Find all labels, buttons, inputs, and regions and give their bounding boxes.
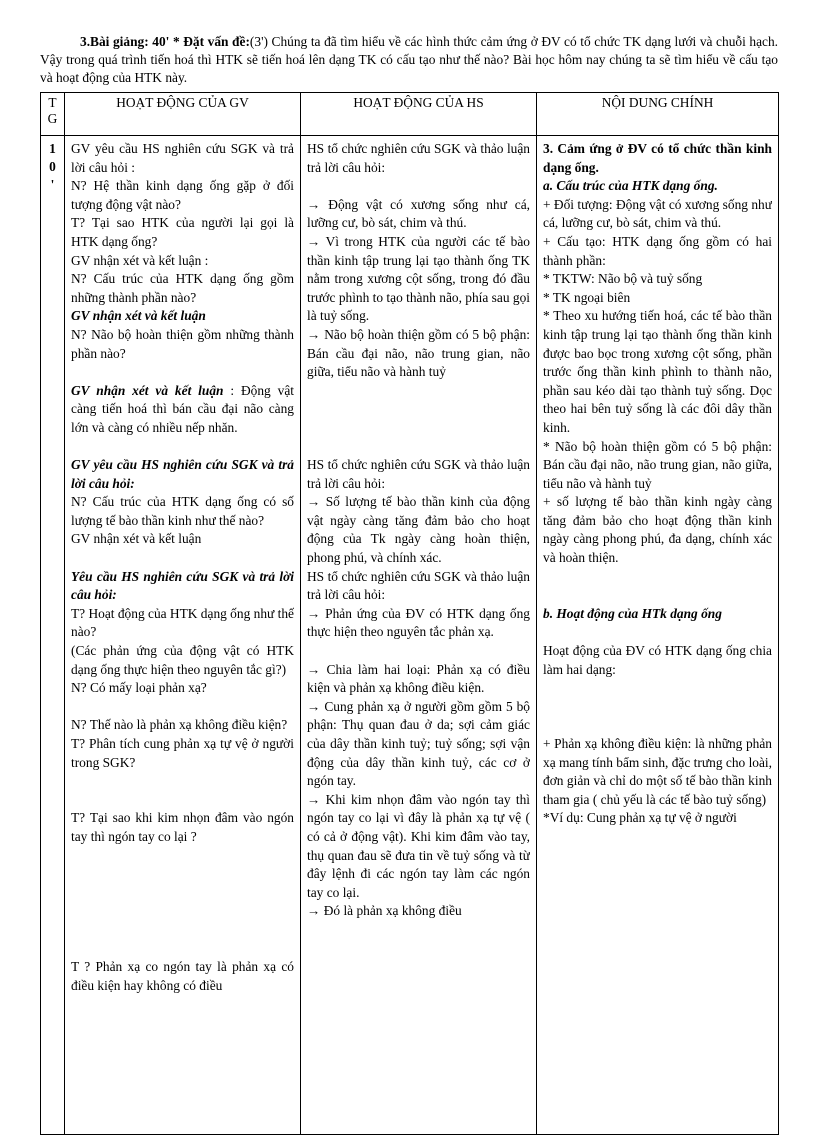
text-line bbox=[71, 270, 294, 307]
student-activity-cell bbox=[301, 136, 537, 1135]
text-span: : Động vật càng tiến hoá thì bán cầu đại não càng lớn và càng có nhiều nếp nhăn. bbox=[71, 382, 294, 435]
text-line bbox=[543, 698, 772, 717]
text-line bbox=[307, 196, 530, 233]
text-line bbox=[543, 438, 772, 494]
text-line bbox=[543, 177, 772, 196]
text-line bbox=[543, 679, 772, 698]
text-span: → Não bộ hoàn thiện gồm có 5 bộ phận: Bán cầu đại não, não trung gian, não giữa, tiểu não và hành tuỷ bbox=[307, 326, 530, 380]
text-line bbox=[543, 623, 772, 642]
intro-heading: 3.Bài giảng: 40' * Đặt vấn đề: bbox=[80, 34, 250, 49]
text-span: 3. Cảm ứng ở ĐV có tổ chức thần kinh dạng ống. bbox=[543, 141, 772, 175]
text-line bbox=[71, 363, 294, 382]
text-span: N? Não bộ hoàn thiện gồm những thành phần nào? bbox=[71, 326, 294, 361]
text-line bbox=[71, 326, 294, 363]
text-line bbox=[71, 735, 294, 772]
text-span: a. Cấu trúc của HTK dạng ống. bbox=[543, 178, 718, 194]
text-span: → Đó là phản xạ không điều bbox=[307, 903, 462, 919]
text-line bbox=[71, 679, 294, 698]
text-span: → Số lượng tế bào thần kinh của động vật ngày càng tăng đảm bảo cho hoạt động của Tk ngày càng hoàn thiện, phong phú, và chính xác. bbox=[307, 494, 530, 566]
text-line bbox=[71, 438, 294, 457]
text-line bbox=[71, 530, 294, 549]
text-line bbox=[543, 605, 772, 624]
text-line bbox=[307, 140, 530, 177]
text-line bbox=[71, 921, 294, 940]
time-cell bbox=[41, 136, 65, 1135]
text-line bbox=[307, 233, 530, 326]
text-line bbox=[543, 140, 772, 177]
intro-paragraph bbox=[40, 33, 778, 87]
text-span: GV nhận xét và kết luận bbox=[71, 308, 206, 324]
text-span: GV yêu cầu HS nghiên cứu SGK và trả lời câu hỏi: bbox=[71, 457, 294, 491]
text-line bbox=[307, 419, 530, 438]
header-main-content: NỘI DUNG CHÍNH bbox=[537, 93, 779, 136]
teacher-activity-text bbox=[71, 140, 294, 1130]
text-span: → Động vật có xương sống như cá, lưỡng cư, bò sát, chim và thú. bbox=[307, 196, 530, 231]
text-line bbox=[543, 809, 772, 828]
table-row bbox=[41, 136, 779, 1135]
lesson-table bbox=[40, 92, 779, 1135]
text-line bbox=[543, 196, 772, 233]
text-span: (Các phản ứng của động vật có HTK dạng ống thực hiện theo nguyên tắc gì?) bbox=[71, 643, 294, 677]
header-time: T G bbox=[41, 93, 65, 136]
text-span: N? Có mấy loại phản xạ? bbox=[71, 680, 207, 696]
text-span: T? Tại sao khi kim nhọn đâm vào ngón tay thì ngón tay co lại ? bbox=[71, 810, 294, 844]
text-span: N? Cấu trúc của HTK dạng ống có số lượng tế bào thần kinh như thế nào? bbox=[71, 494, 294, 528]
text-line bbox=[307, 326, 530, 382]
text-line bbox=[543, 289, 772, 308]
student-activity-text bbox=[307, 140, 530, 1130]
text-line bbox=[71, 456, 294, 493]
text-line bbox=[543, 716, 772, 735]
text-line bbox=[307, 568, 530, 605]
text-span: N? Cấu trúc của HTK dạng ống gồm những thành phần nào? bbox=[71, 271, 294, 305]
text-line bbox=[71, 549, 294, 568]
text-line bbox=[71, 307, 294, 326]
text-span: HS tổ chức nghiên cứu SGK và thảo luận trả lời câu hỏi: bbox=[307, 568, 530, 603]
text-line bbox=[307, 791, 530, 903]
text-span: GV nhận xét và kết luận : bbox=[71, 252, 209, 268]
text-line bbox=[71, 884, 294, 903]
text-span: N? Thế nào là phản xạ không điều kiện? bbox=[71, 717, 288, 733]
text-span: GV nhận xét và kết luận bbox=[71, 382, 224, 398]
text-line bbox=[71, 493, 294, 530]
text-span: * Theo xu hướng tiến hoá, các tế bào thần kinh tập trung lại tạo thành ống thần kinh được bao bọc trong xương cột sống, phần trước ống thần kinh phình to thành não, phần sau kéo dài tạo thành tuỷ sống. Dọc theo hai bên tuỷ sống là các đôi dây thần kinh. bbox=[543, 308, 772, 435]
text-span: Hoạt động của ĐV có HTK dạng ống chia làm hai dạng: bbox=[543, 643, 772, 677]
text-line bbox=[71, 809, 294, 846]
text-line bbox=[543, 493, 772, 567]
text-line bbox=[307, 438, 530, 457]
text-line bbox=[543, 735, 772, 809]
text-line bbox=[71, 902, 294, 921]
text-span: + số lượng tế bào thần kinh ngày càng tăng đảm bảo cho hoạt động thần kinh ngày càng phong phú, đa dạng, chính xác và hoàn thiện. bbox=[543, 494, 772, 566]
text-line bbox=[71, 568, 294, 605]
text-line bbox=[71, 642, 294, 679]
text-line bbox=[71, 252, 294, 271]
text-span: * Não bộ hoàn thiện gồm có 5 bộ phận: Bán cầu đại não, não trung gian, não giữa, tiểu não và hành tuỷ bbox=[543, 438, 772, 491]
text-span: → Khi kim nhọn đâm vào ngón tay thì ngón tay co lại vì đây là phản xạ tự vệ ( có cả ở động vật). Khi kim đâm vào tay, thụ quan đau sẽ đưa tin về tuỷ sống và từ đây lệnh đi các ngón tay làm các ngón tay co lại. bbox=[307, 791, 530, 900]
text-line bbox=[307, 382, 530, 401]
text-span: * TK ngoại biên bbox=[543, 289, 631, 305]
text-span: → Chia làm hai loại: Phản xạ có điều kiện và phản xạ không điều kiện. bbox=[307, 661, 530, 696]
text-line bbox=[307, 456, 530, 493]
text-line bbox=[71, 958, 294, 995]
text-line bbox=[71, 177, 294, 214]
header-student-activity: HOẠT ĐỘNG CỦA HS bbox=[301, 93, 537, 136]
text-span: HS tổ chức nghiên cứu SGK và thảo luận trả lời câu hỏi: bbox=[307, 141, 530, 175]
text-span: HS tổ chức nghiên cứu SGK và thảo luận trả lời câu hỏi: bbox=[307, 457, 530, 491]
text-line bbox=[307, 493, 530, 567]
text-span: T? Hoạt động của HTK dạng ống như thế nào? bbox=[71, 605, 294, 640]
text-span: T? Tại sao HTK của người lại gọi là HTK dạng ống? bbox=[71, 215, 294, 249]
text-line bbox=[543, 586, 772, 605]
text-span: → Vì trong HTK của người các tế bào thần kinh tập trung lại tạo thành ống TK nằm trong xương cột sống, trong đó đầu trước phình to tạo thành não, phía sau gọi là tuỷ sống. bbox=[307, 233, 530, 324]
text-span: → Cung phản xạ ở người gồm gồm 5 bộ phận: Thụ quan đau ở da; sợi cảm giác của dây thần kinh tuỷ; tuỷ sống; sợi vận động của dây thần kinh tuỷ, các cơ ở ngón tay. bbox=[307, 698, 530, 789]
text-line bbox=[71, 605, 294, 642]
text-line bbox=[307, 698, 530, 791]
text-line bbox=[71, 772, 294, 791]
text-span: + Cấu tạo: HTK dạng ống gồm có hai thành phần: bbox=[543, 233, 772, 268]
text-span: T? Phân tích cung phản xạ tự vệ ở người trong SGK? bbox=[71, 736, 294, 770]
text-span: GV yêu cầu HS nghiên cứu SGK và trả lời câu hỏi : bbox=[71, 141, 294, 175]
intro-text: Chúng ta đã tìm hiểu về các hình thức cảm ứng ở ĐV có tổ chức TK dạng lưới và chuỗi hạch. Vậy trong quá trình tiến hoá thì HTK sẽ tiến hoá lên dạng TK có cấu tạo như thế nào? Bài học hôm nay chúng ta sẽ tìm hiểu về cấu tạo và hoạt động của HTK này. bbox=[40, 34, 779, 85]
text-line bbox=[543, 642, 772, 679]
header-teacher-activity: HOẠT ĐỘNG CỦA GV bbox=[65, 93, 301, 136]
text-line bbox=[307, 642, 530, 661]
text-span: → Phản ứng của ĐV có HTK dạng ống thực hiện theo nguyên tắc phản xạ. bbox=[307, 605, 530, 640]
text-span: + Phản xạ không điều kiện: là những phản xạ mang tính bẩm sinh, đặc trưng cho loài, đơn giản và chỉ do một số tế bào thần kinh tham gia ( chủ yếu là các tế bào tuỷ sống) bbox=[543, 736, 772, 807]
text-line bbox=[543, 568, 772, 587]
text-line bbox=[71, 716, 294, 735]
time-char: 1 bbox=[49, 141, 56, 156]
table-header-row bbox=[41, 93, 779, 136]
text-span: T ? Phản xạ co ngón tay là phản xạ có điều kiện hay không có điều bbox=[71, 959, 294, 993]
text-line bbox=[71, 940, 294, 959]
text-line bbox=[543, 233, 772, 270]
text-span: Yêu cầu HS nghiên cứu SGK và trả lời câu hỏi: bbox=[71, 568, 294, 603]
main-content-text bbox=[543, 140, 772, 1130]
text-span: b. Hoạt động của HTk dạng ống bbox=[543, 605, 722, 621]
text-line bbox=[71, 847, 294, 866]
text-line bbox=[307, 605, 530, 642]
text-line bbox=[543, 307, 772, 437]
text-line bbox=[543, 270, 772, 289]
text-line bbox=[71, 698, 294, 717]
text-span: N? Hệ thần kinh dạng ống gặp ở đối tượng động vật nào? bbox=[71, 178, 294, 212]
intro-heading-time: (3') bbox=[249, 34, 268, 49]
text-line bbox=[71, 140, 294, 177]
text-line bbox=[71, 214, 294, 251]
text-line bbox=[307, 902, 530, 921]
text-line bbox=[71, 382, 294, 438]
text-span: * TKTW: Não bộ và tuỷ sống bbox=[543, 271, 703, 287]
text-line bbox=[71, 865, 294, 884]
text-line bbox=[307, 400, 530, 419]
text-span: + Đối tượng: Động vật có xương sống như cá, lưỡng cư, bò sát, chim và thú. bbox=[543, 196, 772, 231]
text-span: GV nhận xét và kết luận bbox=[71, 531, 202, 547]
lesson-intro bbox=[40, 33, 778, 87]
text-span: *Ví dụ: Cung phản xạ tự vệ ở người bbox=[543, 810, 737, 826]
time-char: 0 bbox=[49, 159, 56, 174]
main-content-cell bbox=[537, 136, 779, 1135]
text-line bbox=[71, 791, 294, 810]
text-line bbox=[307, 661, 530, 698]
teacher-activity-cell bbox=[65, 136, 301, 1135]
text-line bbox=[307, 177, 530, 196]
time-char: ' bbox=[50, 177, 55, 192]
